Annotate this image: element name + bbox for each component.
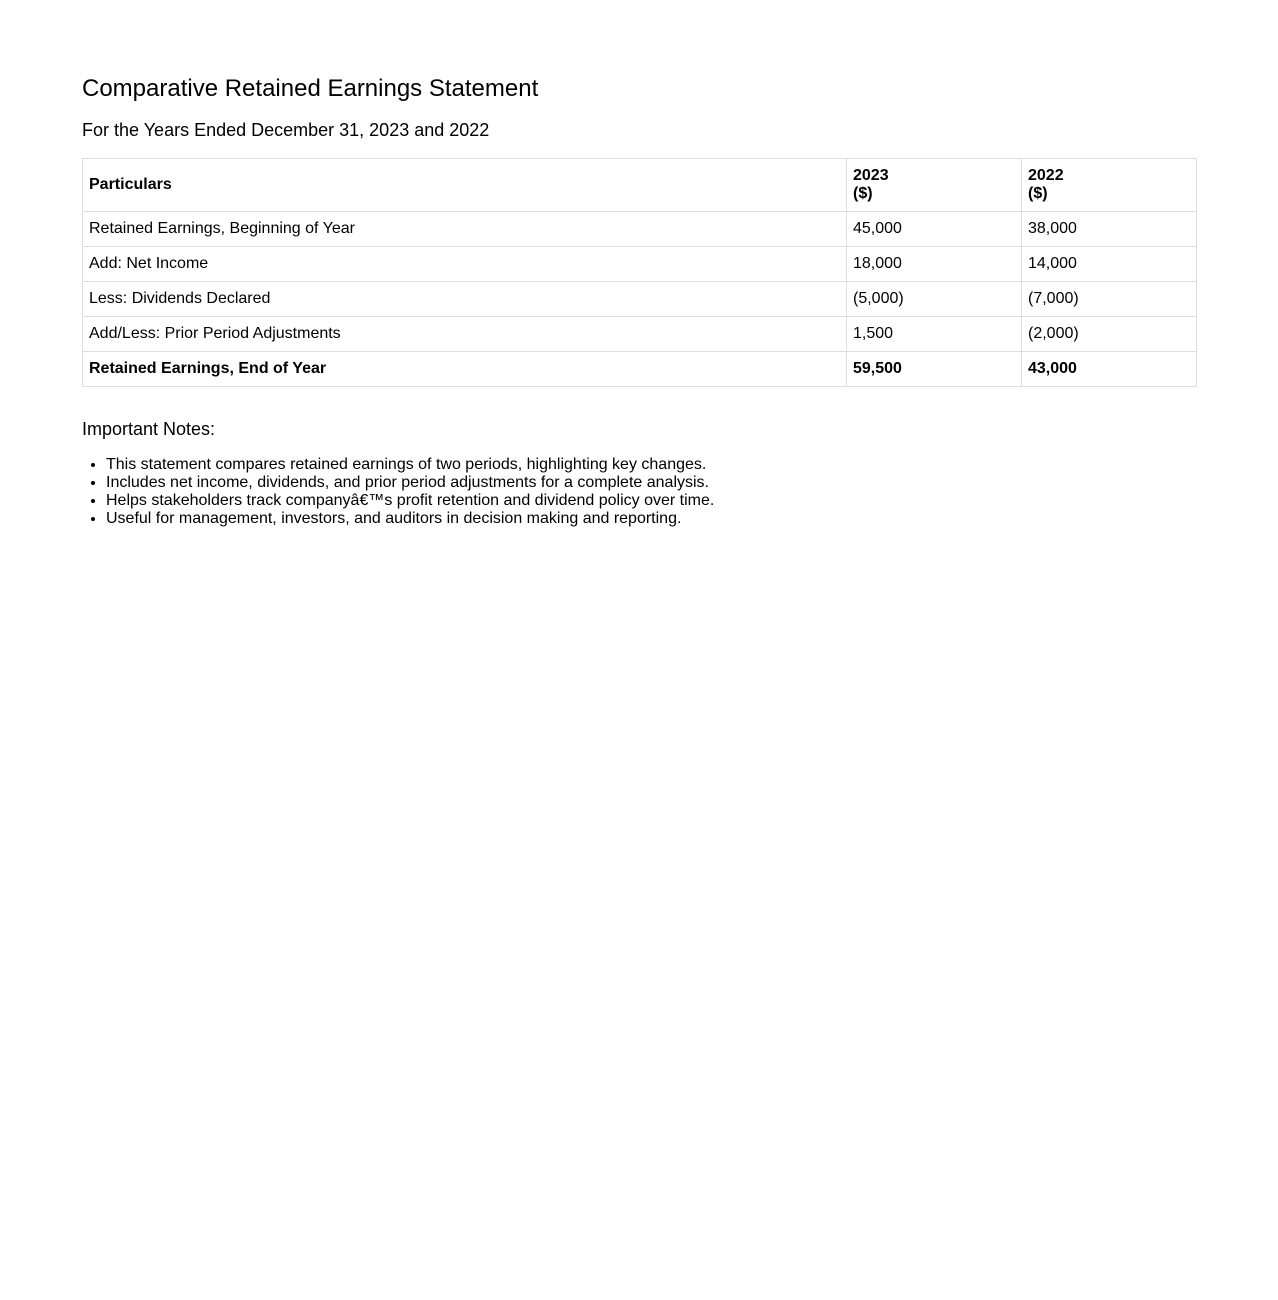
header-year-2023-label: 2023 — [853, 167, 889, 184]
retained-earnings-table — [82, 158, 1197, 387]
table-row — [83, 212, 1197, 247]
row-value-2022: 38,000 — [1022, 212, 1197, 247]
table-row — [83, 247, 1197, 282]
row-label: Less: Dividends Declared — [83, 282, 847, 317]
note-item: • Helps stakeholders track companyâ€™s profit retention and dividend policy over time. — [106, 492, 714, 510]
row-value-2022: 14,000 — [1022, 247, 1197, 282]
header-year-2022 — [1022, 159, 1197, 212]
row-value-2022: (7,000) — [1022, 282, 1197, 317]
table-total-row — [83, 352, 1197, 387]
note-item: • This statement compares retained earnings of two periods, highlighting key changes. — [106, 456, 714, 474]
page-title: Comparative Retained Earnings Statement — [82, 75, 539, 102]
page-subtitle: For the Years Ended December 31, 2023 and 2022 — [82, 120, 490, 140]
row-label: Add/Less: Prior Period Adjustments — [83, 317, 847, 352]
total-label: Retained Earnings, End of Year — [83, 352, 847, 387]
row-value-2023: 1,500 — [847, 317, 1022, 352]
row-label: Add: Net Income — [83, 247, 847, 282]
total-value-2023: 59,500 — [847, 352, 1022, 387]
notes-list — [82, 456, 714, 528]
header-year-2022-unit: ($) — [1028, 185, 1048, 202]
total-value-2022: 43,000 — [1022, 352, 1197, 387]
notes-heading: Important Notes: — [82, 419, 216, 439]
table-row — [83, 317, 1197, 352]
row-value-2023: 45,000 — [847, 212, 1022, 247]
header-year-2023-unit: ($) — [853, 185, 873, 202]
row-value-2023: (5,000) — [847, 282, 1022, 317]
row-value-2022: (2,000) — [1022, 317, 1197, 352]
row-value-2023: 18,000 — [847, 247, 1022, 282]
header-particulars: Particulars — [83, 159, 847, 212]
header-year-2022-label: 2022 — [1028, 167, 1064, 184]
row-label: Retained Earnings, Beginning of Year — [83, 212, 847, 247]
table-row — [83, 282, 1197, 317]
note-item: • Includes net income, dividends, and prior period adjustments for a complete analysis. — [106, 474, 714, 492]
header-year-2023 — [847, 159, 1022, 212]
table-header-row — [83, 159, 1197, 212]
note-item: • Useful for management, investors, and auditors in decision making and reporting. — [106, 510, 714, 528]
